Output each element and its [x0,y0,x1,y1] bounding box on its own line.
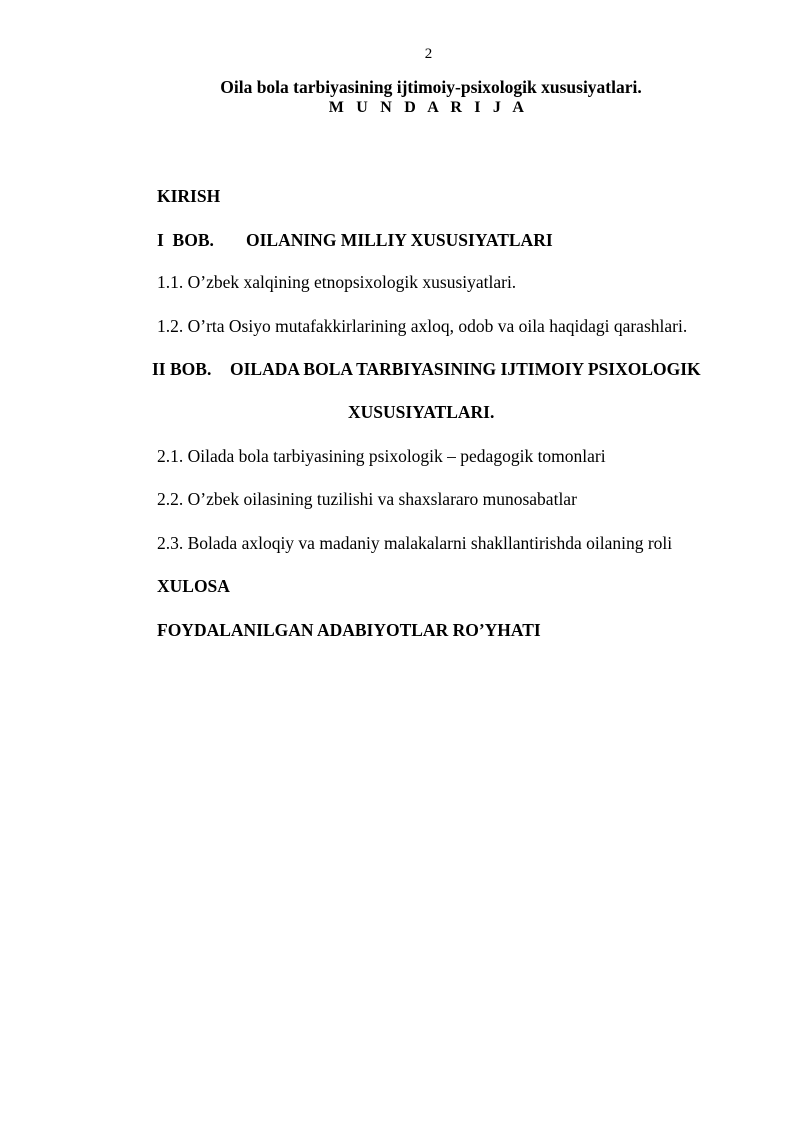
toc-conclusion: XULOSA [157,576,230,596]
toc-item-1-2: 1.2. O’rta Osiyo mutafakkirlarining axloq, odob va oila haqidagi qarashlari. [157,316,688,336]
chapter-1-label: I BOB. [157,230,214,250]
toc-item-2-2: 2.2. O’zbek oilasining tuzilishi va shaxslararo munosabatlar [157,489,577,509]
toc-intro: KIRISH [157,186,221,206]
toc-item-2-1: 2.1. Oilada bola tarbiyasining psixologik – pedagogik tomonlari [157,446,606,466]
page-number: 2 [424,46,433,62]
toc-chapter-2 [152,358,701,380]
chapter-2-title-line-1: OILADA BOLA TARBIYASINING IJTIMOIY PSIXOLOGIK [230,359,701,379]
chapter-2-label: II BOB. [152,359,212,379]
toc-chapter-1 [157,229,553,251]
chapter-1-title: OILANING MILLIY XUSUSIYATLARI [246,230,553,250]
table-of-contents-heading: M U N D A R I J A [328,99,529,116]
document-title: Oila bola tarbiyasining ijtimoiy-psixologik xususiyatlari. [220,77,642,97]
toc-item-1-1: 1.1. O’zbek xalqining etnopsixologik xususiyatlari. [157,272,517,292]
chapter-2-title-line-2: XUSUSIYATLARI. [348,402,495,422]
toc-item-2-3: 2.3. Bolada axloqiy va madaniy malakalarni shakllantirishda oilaning roli [157,533,673,553]
toc-references: FOYDALANILGAN ADABIYOTLAR RO’YHATI [157,620,541,640]
